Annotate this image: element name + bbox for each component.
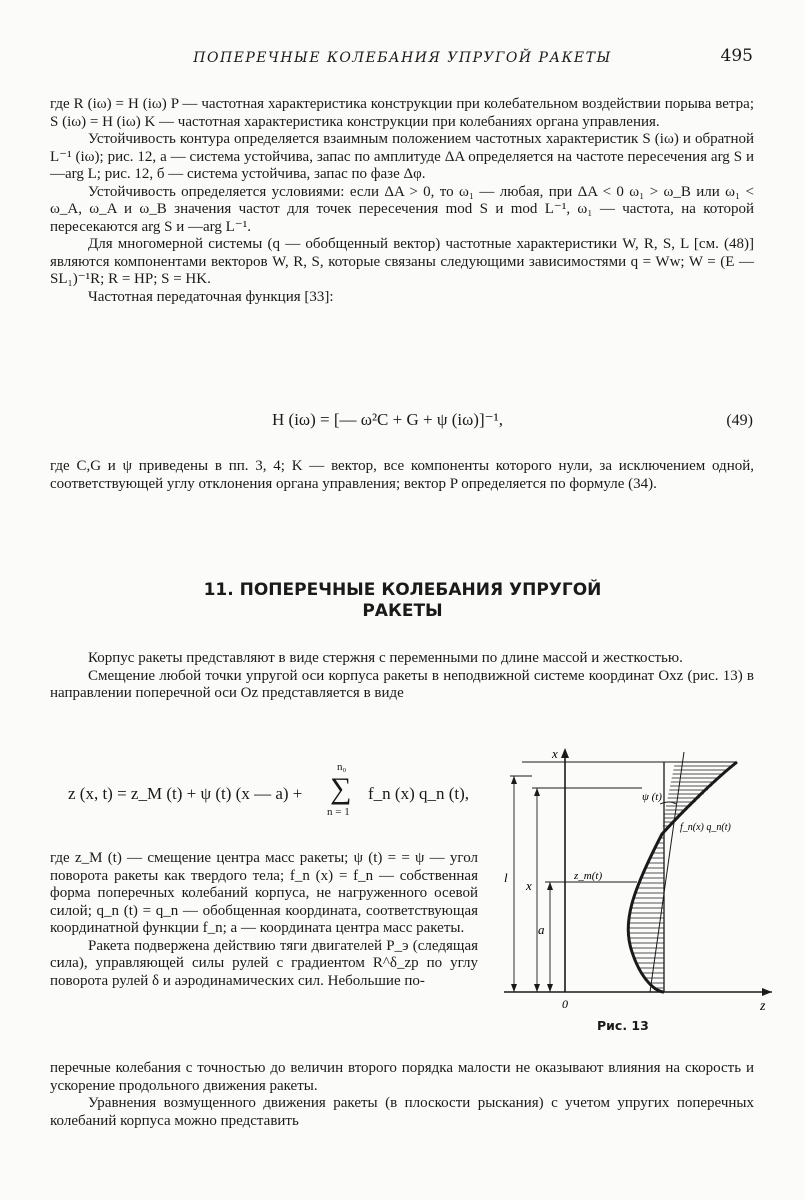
section-text-block (50, 650, 754, 703)
label-a: a (538, 922, 545, 937)
paragraph: Ракета подвержена действию тяги двигателей P_э (следящая сила), управляющей силы рулей с градиентом R^δ_zp по углу поворота рулей δ и аэродинамических сил. Небольшие по- (50, 937, 478, 989)
running-title: ПОПЕРЕЧНЫЕ КОЛЕБАНИЯ УПРУГОЙ РАКЕТЫ (193, 50, 612, 66)
label-l: l (504, 870, 508, 885)
paragraph: перечные колебания с точностью до величин второго порядка малости не оказывают влияния на скорость и ускорение продольного движения ракеты. (50, 1060, 754, 1094)
sum-lower-limit: n = 1 (327, 806, 350, 818)
bottom-text-block (50, 1060, 754, 1130)
label-fq: f_n(x) q_n(t) (680, 822, 731, 833)
formula-49: H (iω) = [— ω²C + G + ψ (iω)]⁻¹, (272, 410, 503, 429)
section-title-line2: РАКЕТЫ (362, 601, 443, 621)
sum-sign: ∑ (330, 772, 352, 805)
paragraph: где R (iω) = H (iω) P — частотная характеристика конструкции при колебательном воздействии порыва ветра; S (iω) = H (iω) K — частотная характеристика конструкции при колебаниях органа управления. (50, 96, 754, 130)
top-text-block (50, 96, 754, 306)
section-title-line1: 11. ПОПЕРЕЧНЫЕ КОЛЕБАНИЯ УПРУГОЙ (203, 580, 602, 600)
formula-main-lhs: z (x, t) = z_M (t) + ψ (t) (x — a) + (68, 784, 303, 803)
paragraph: Корпус ракеты представляют в виде стержня с переменными по длине массой и жесткостью. (88, 650, 683, 666)
paragraph: Частотная передаточная функция [33]: (88, 288, 334, 305)
z-axis-arrow-icon (762, 988, 772, 996)
label-x: x (526, 878, 532, 893)
label-psi: ψ (t) (642, 791, 662, 803)
paragraph: Устойчивость контура определяется взаимным положением частотных характеристик S (iω) и обратной L⁻¹ (iω); рис. 12, a — система устойчива, запас по амплитуде ΔA определяется на частоте пересечения arg S и —arg L; рис. 12, б — система устойчива, запас по фазе Δφ. (50, 131, 754, 182)
x-axis-arrow-icon (561, 748, 569, 758)
paragraph: где z_M (t) — смещение центра масс ракеты; ψ (t) = = ψ — угол поворота ракеты как твердого тела; f_n (x) = f_n — собственная форма поперечных колебаний корпуса, не нагруженного осевой силой; q_n (t) = q_n — обобщенная координата, соответствующая координатной функции f_n; a — координата центра масс ракеты. (50, 850, 478, 936)
paragraph: Уравнения возмущенного движения ракеты (в плоскости рыскания) с учетом упругих поперечных колебаний корпуса можно представить (50, 1095, 754, 1129)
figure-caption: Рис. 13 (597, 1018, 649, 1033)
figure-13 (492, 742, 782, 1010)
section-title (0, 580, 805, 622)
label-origin: 0 (562, 997, 568, 1010)
page-number: 495 (720, 46, 753, 66)
narrow-text-block (50, 850, 478, 990)
paragraph: Смещение любой точки упругой оси корпуса ракеты в неподвижной системе координат Oxz (рис. 13) в направлении поперечной оси Oz представляется в виде (50, 667, 754, 701)
paragraph: где C,G и ψ приведены в пп. 3, 4; K — вектор, все компоненты которого нули, за исключением одной, соответствующей углу отклонения органа управления; вектор P определяется по формуле (34). (50, 458, 754, 492)
label-x-axis: x (552, 746, 558, 761)
paragraph: Устойчивость определяется условиями: если ΔA > 0, то ω₁ — любая, при ΔA < 0 ω₁ > ω_B или ω₁ < ω_A, ω_A и ω_B значения частот для точек пересечения mod S и mod L⁻¹, ω₁ — частота, на которой пересекаются arg S и —arg L⁻¹. (50, 183, 754, 235)
label-zm: z_m(t) (574, 870, 603, 882)
label-z-axis: z (760, 999, 766, 1010)
sum-upper-limit: n₀ (337, 761, 347, 773)
formula-main-rhs: f_n (x) q_n (t), (368, 784, 470, 803)
after-formula-text (50, 458, 754, 493)
equation-number: (49) (726, 412, 753, 429)
paragraph: Для многомерной системы (q — обобщенный вектор) частотные характеристики W, R, S, L [см. (48)] являются компонентами векторов W, R, S, которые связаны следующими зависимостями q = Ww; W = (E — SL₁)⁻¹R; R = HP; S = HK. (50, 236, 754, 287)
psi-arc (660, 802, 676, 804)
rigid-axis-line (650, 752, 684, 992)
